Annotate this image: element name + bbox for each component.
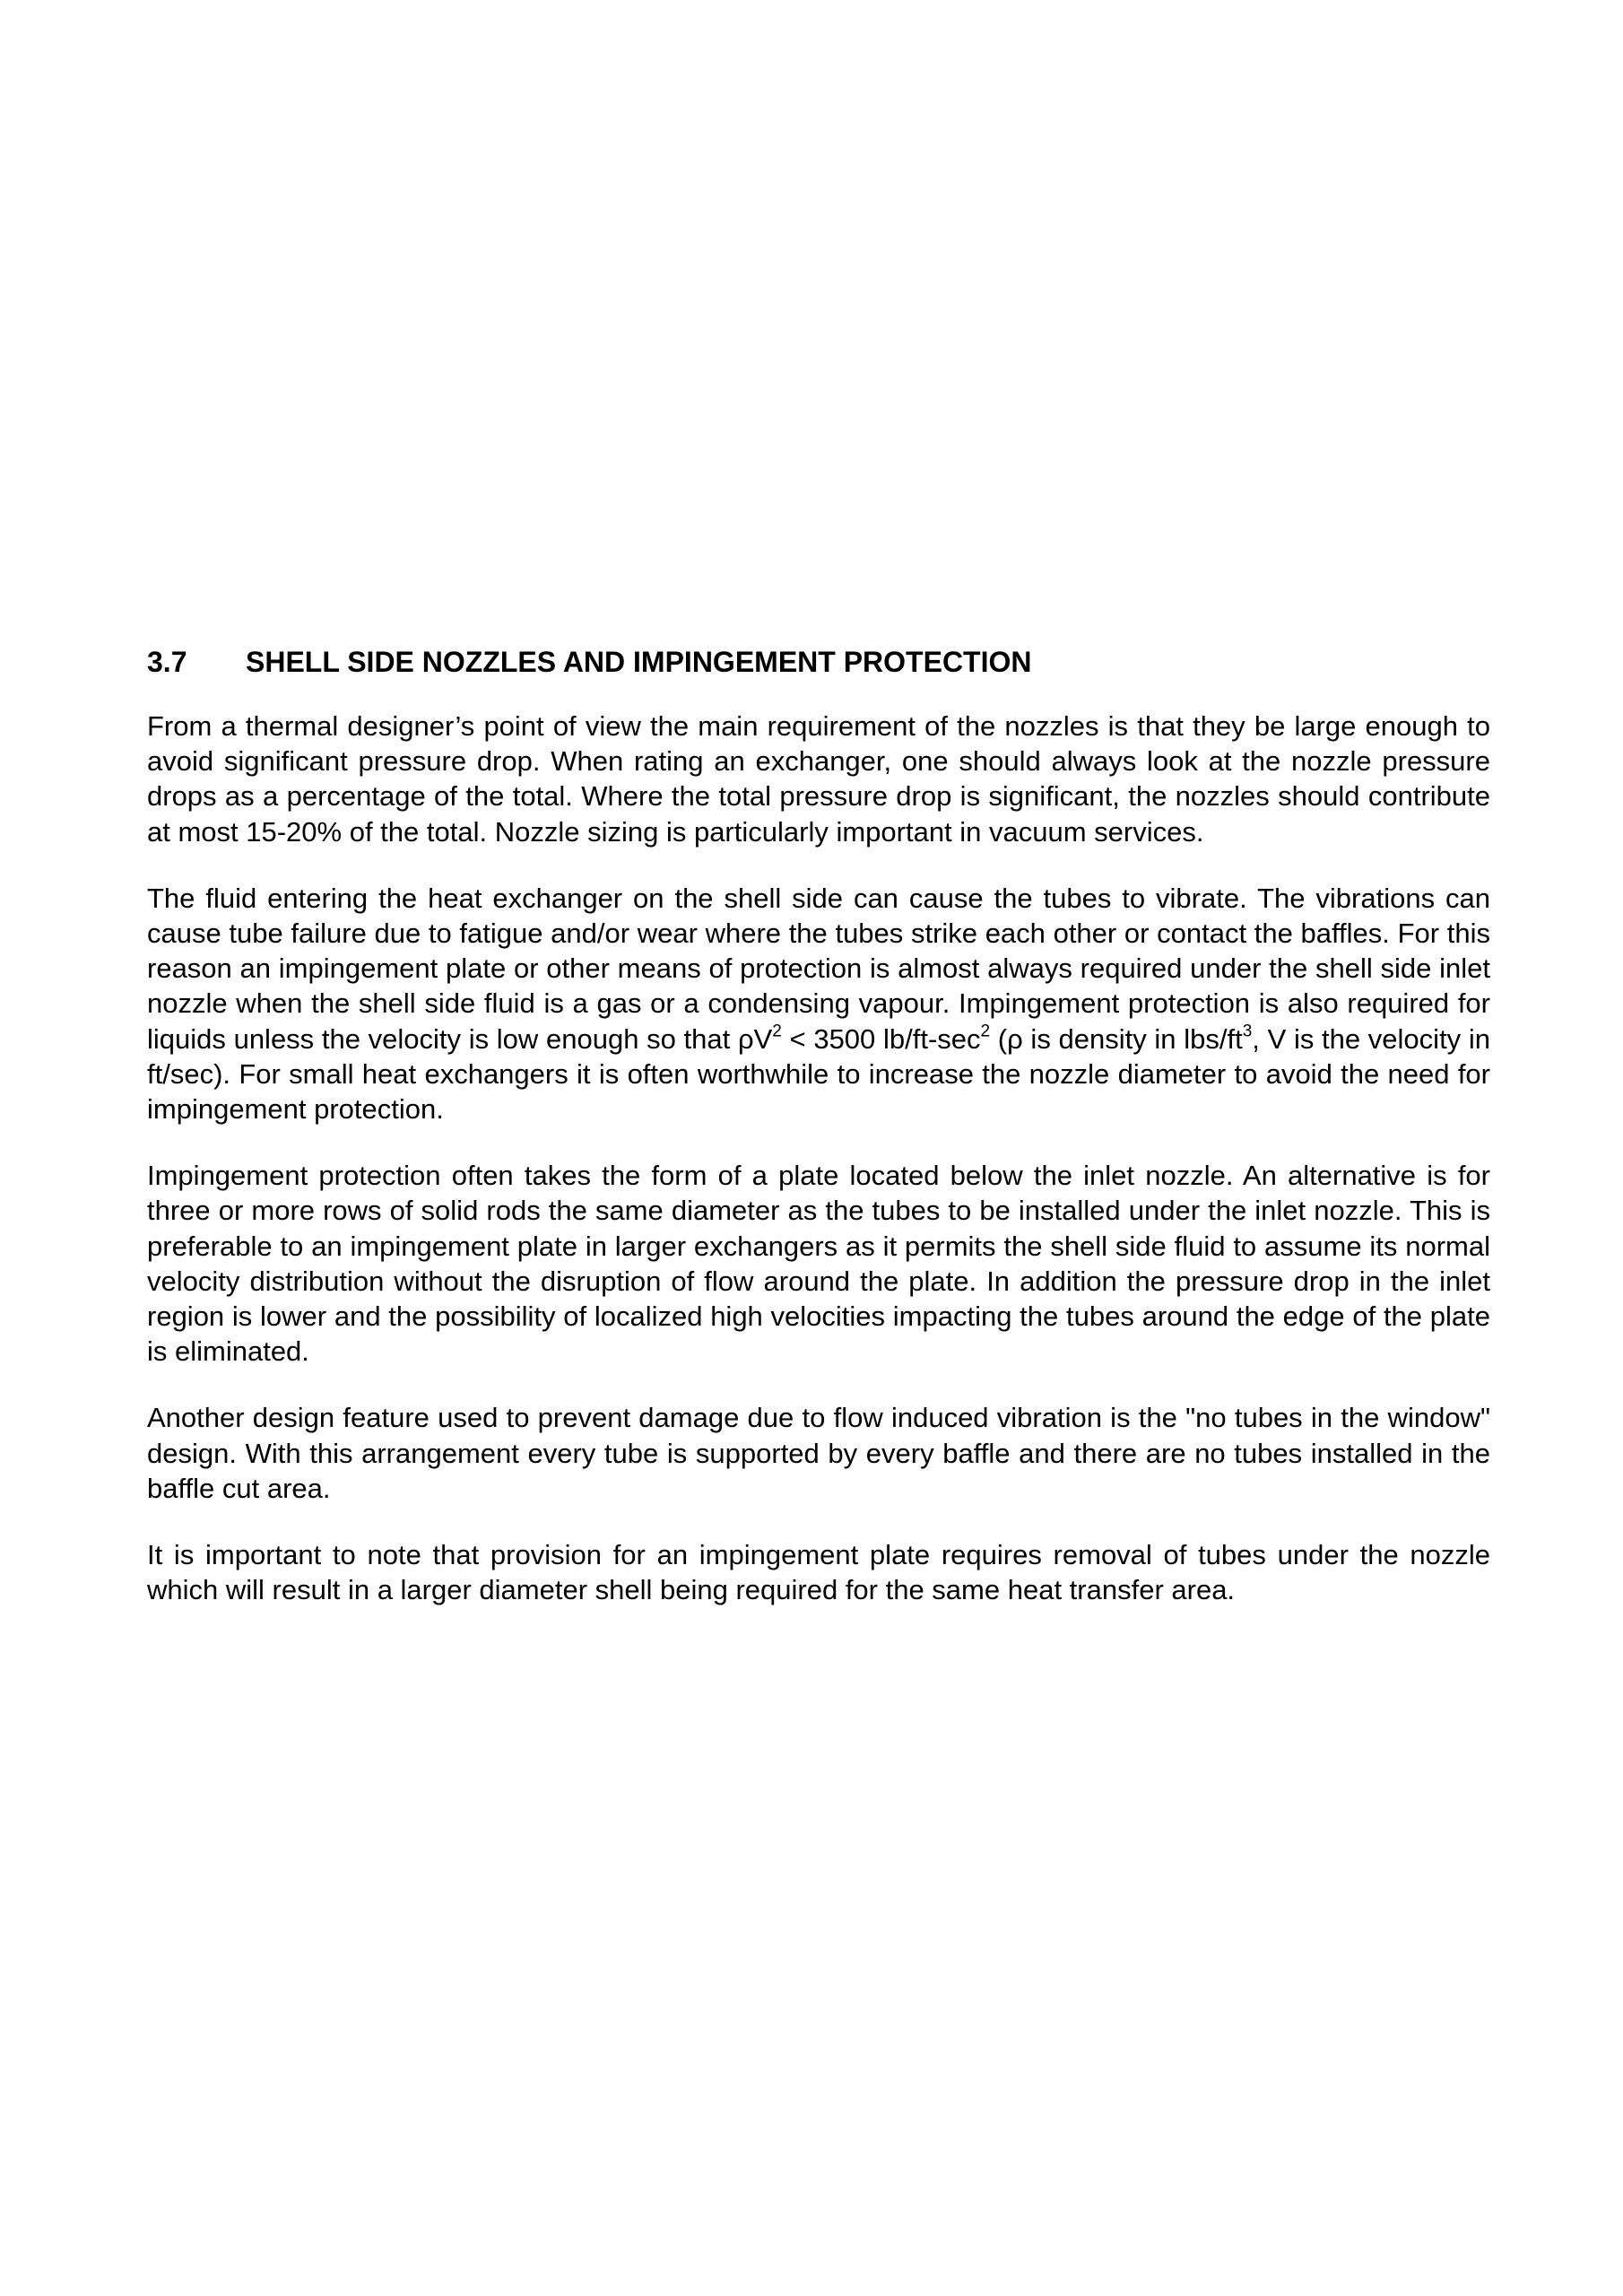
paragraph-tube-removal: It is important to note that provision for an impingement plate requires removal of tubes under the nozzle which will result in a larger diameter shell being required for the same heat transfer area. [147,1539,1490,1606]
paragraph-text: (ρ is density in lbs/ft [990,1022,1243,1055]
superscript: 2 [772,1021,782,1040]
paragraph-text: The fluid entering the heat exchanger on the shell side can cause the tubes to vibrate. The vibrations can cause tube failure due to fatigue and/or wear where the tubes strike each other or contact the baffles. For this reason an impingement plate or other means of protection is almost always required under the shell side inlet nozzle when the shell side fluid is a gas or a condensing vapour. Impingement protection is also required for liquids unless the velocity is low enough so that ρV [147,882,1490,1055]
section-number: 3.7 [147,646,187,678]
paragraph-tube-vibration [147,881,1490,1126]
paragraph-text: < 3500 lb/ft-sec [781,1022,981,1055]
section-title: SHELL SIDE NOZZLES AND IMPINGEMENT PROTECTION [246,646,1032,678]
superscript: 3 [1242,1021,1253,1040]
paragraph-no-tubes-in-window: Another design feature used to prevent damage due to flow induced vibration is the "no tubes in the window" design. With this arrangement every tube is supported by every baffle and there are no tubes installed in the baffle cut area. [147,1402,1490,1504]
superscript: 2 [980,1021,991,1040]
paragraph-nozzle-sizing: From a thermal designer’s point of view the main requirement of the nozzles is that they be large enough to avoid significant pressure drop. When rating an exchanger, one should always look at the nozzle pressure drops as a percentage of the total. Where the total pressure drop is significant, the nozzles should contribute at most 15-20% of the total. Nozzle sizing is particularly important in vacuum services. [147,710,1490,848]
paragraph-impingement-plate: Impingement protection often takes the form of a plate located below the inlet nozzle. An alternative is for three or more rows of solid rods the same diameter as the tubes to be installed under the inlet nozzle. This is preferable to an impingement plate in larger exchangers as it permits the shell side fluid to assume its normal velocity distribution without the disruption of flow around the plate. In addition the pressure drop in the inlet region is lower and the possibility of localized high velocities impacting the tubes around the edge of the plate is eliminated. [147,1160,1490,1368]
section-heading [147,644,1490,680]
document-page [147,644,1490,1639]
paragraph-text: , V is the velocity in ft/sec). For small heat exchangers it is often worthwhile to increase the nozzle diameter to avoid the need for impingement protection. [147,1022,1490,1126]
